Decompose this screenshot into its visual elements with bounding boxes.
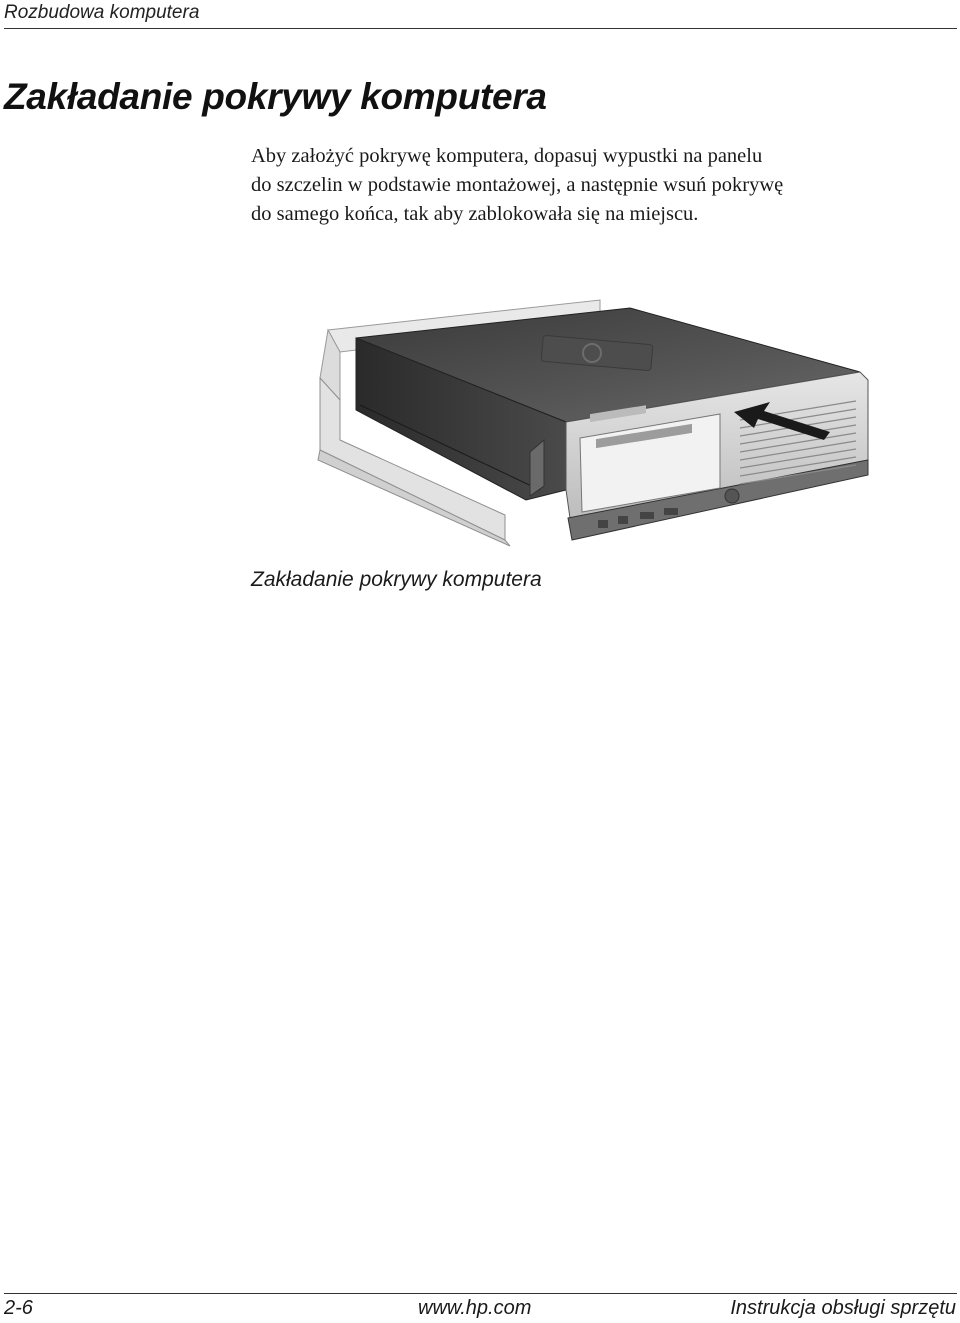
figure-caption: Zakładanie pokrywy komputera [251,568,542,591]
body-line: do szczelin w podstawie montażowej, a następnie wsuń pokrywę [251,174,784,196]
computer-cover-illustration [300,290,880,550]
footer-url: www.hp.com [418,1297,532,1319]
running-header: Rozbudowa komputera [4,2,200,23]
section-title: Zakładanie pokrywy komputera [4,76,547,117]
body-paragraph [251,142,931,229]
body-line: do samego końca, tak aby zablokowała się na miejscu. [251,203,699,225]
body-line: Aby założyć pokrywę komputera, dopasuj wypustki na panelu [251,145,763,167]
header-rule [4,28,957,29]
footer-rule [4,1293,957,1294]
footer-manual-title: Instrukcja obsługi sprzętu [730,1297,956,1319]
page-number: 2-6 [4,1297,33,1319]
